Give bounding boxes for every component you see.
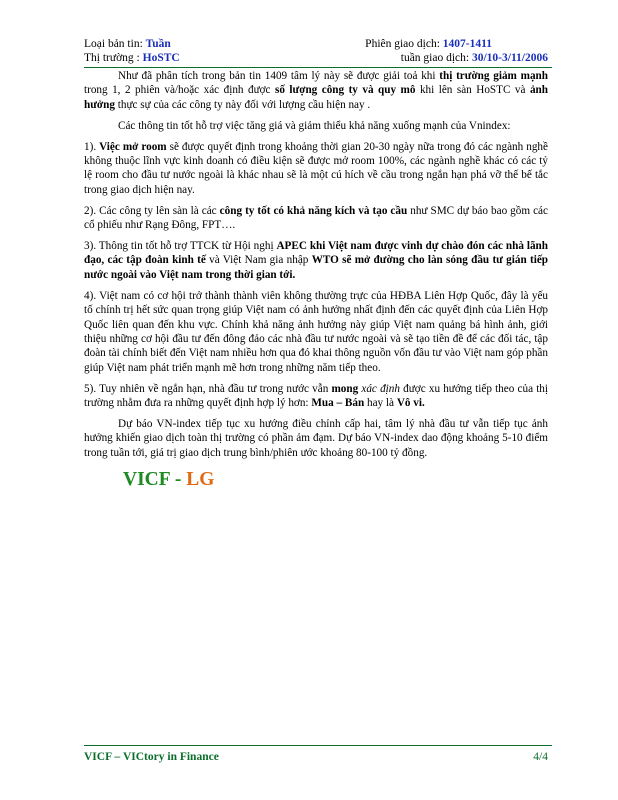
market-value: HoSTC (142, 52, 180, 64)
report-type (84, 37, 171, 51)
paragraph-4: 2). Các công ty lên sàn là các công ty tốt có khả năng kích và tạo cầu như SMC dự báo bao gồm các cổ phiếu như Rạng Đông, FPT…. (84, 204, 548, 232)
signature-vicf: VICF (123, 469, 170, 490)
footer-slogan: VICF – VICtory in Finance (84, 751, 219, 763)
paragraph-7: 5). Tuy nhiên về ngắn hạn, nhà đầu tư trong nước vẫn mong xác định được xu hướng tiếp theo của thị trường nhằm đưa ra những quyết định hợp lý hơn: Mua – Bán hay là Vô vi. (84, 382, 549, 410)
market (84, 51, 180, 65)
signature-separator: - (169, 469, 187, 490)
session-label: Phiên giao dịch: (365, 38, 440, 50)
trading-week (401, 51, 548, 65)
header-rule (84, 67, 552, 68)
paragraph-5: 3). Thông tin tốt hỗ trợ TTCK từ Hội nghị APEC khi Việt nam được vinh dự chào đón các nhà lãnh đạo, các tập đoàn kinh tế và Việt Nam gia nhập WTO sẽ mở đường cho làn sóng đầu tư gián tiếp nước ngoài vào Việt nam trong thời gian tới. (84, 240, 549, 281)
week-value: 30/10-3/11/2006 (471, 52, 548, 64)
week-label: tuần giao dịch: (400, 52, 470, 64)
paragraph-6: 4). Việt nam có cơ hội trở thành thành viên không thường trực của HĐBA Liên Hợp Quốc, đây là yếu tố chính trị hết sức quan trọng giúp Việt nam có ảnh hưởng nhất định đến các quyết định của Liên Hợp Quốc liên quan đến khu vực. Chính khả năng ảnh hưởng này giúp Việt nam quảng bá hình ảnh, giới thiệu những cơ hội đầu tư đến đông đảo các nhà đầu tư nước ngoài và sẽ tạo tiền đề để các đối tác, tập đoàn tài chính biết đến Việt nam nhiều hơn qua đó khai thông nguồn vốn đầu tư vào Việt nam góp phần giúp Việt nam phát triển mạnh mẽ hơn trong những năm tiếp theo. (84, 289, 548, 374)
page-footer (84, 751, 548, 763)
market-label: Thị trường : (84, 52, 140, 64)
report-type-label: Loại bản tin: (84, 38, 143, 50)
signature-lg: LG (186, 469, 215, 490)
session-value: 1407-1411 (442, 38, 492, 50)
paragraph-2: Các thông tin tốt hỗ trợ việc tăng giá và giảm thiểu khả năng xuống mạnh của Vnindex: (118, 119, 511, 132)
session (365, 37, 492, 51)
paragraph-3: 1). Việc mở room sẽ được quyết định trong khoảng thời gian 20-30 ngày nữa trong đó các ngành nghề không thuộc lĩnh vực kinh doanh có điều kiện sẽ được mở room 100%, các ngành nghề khác có các tỷ lệ room cho đầu tư nước ngoài là khác nhau sẽ là một cú hích về cầu trong ngắn hạn phá vỡ thế bế tắc trong giao dịch hiện nay. (84, 140, 548, 196)
header-row-1 (84, 37, 548, 51)
paragraph-8: Dự báo VN-index tiếp tục xu hướng điều chỉnh cấp hai, tâm lý nhà đầu tư vẫn tiếp tục ảnh hưởng khiến giao dịch toàn thị trường có phần ảm đạm. Dự báo VN-index dao động khoảng 5-10 điểm trong tuần tới, giá trị giao dịch trung bình/phiên ước khoảng 80-100 tỷ đồng. (84, 418, 548, 459)
document-body (84, 69, 548, 467)
paragraph-1: Như đã phân tích trong bản tin 1409 tâm lý này sẽ được giải toả khi thị trường giảm mạnh trong 1, 2 phiên và/hoặc xác định được số lượng công ty và quy mô khi lên sàn HoSTC và ảnh hưởng thực sự của các công ty này đối với lượng cầu hiện nay . (84, 70, 548, 111)
page-number: 4/4 (533, 751, 548, 763)
header-row-2 (84, 51, 548, 65)
report-type-value: Tuần (145, 38, 171, 50)
footer-rule (84, 745, 552, 746)
signature (123, 469, 214, 491)
page-header (84, 37, 548, 65)
